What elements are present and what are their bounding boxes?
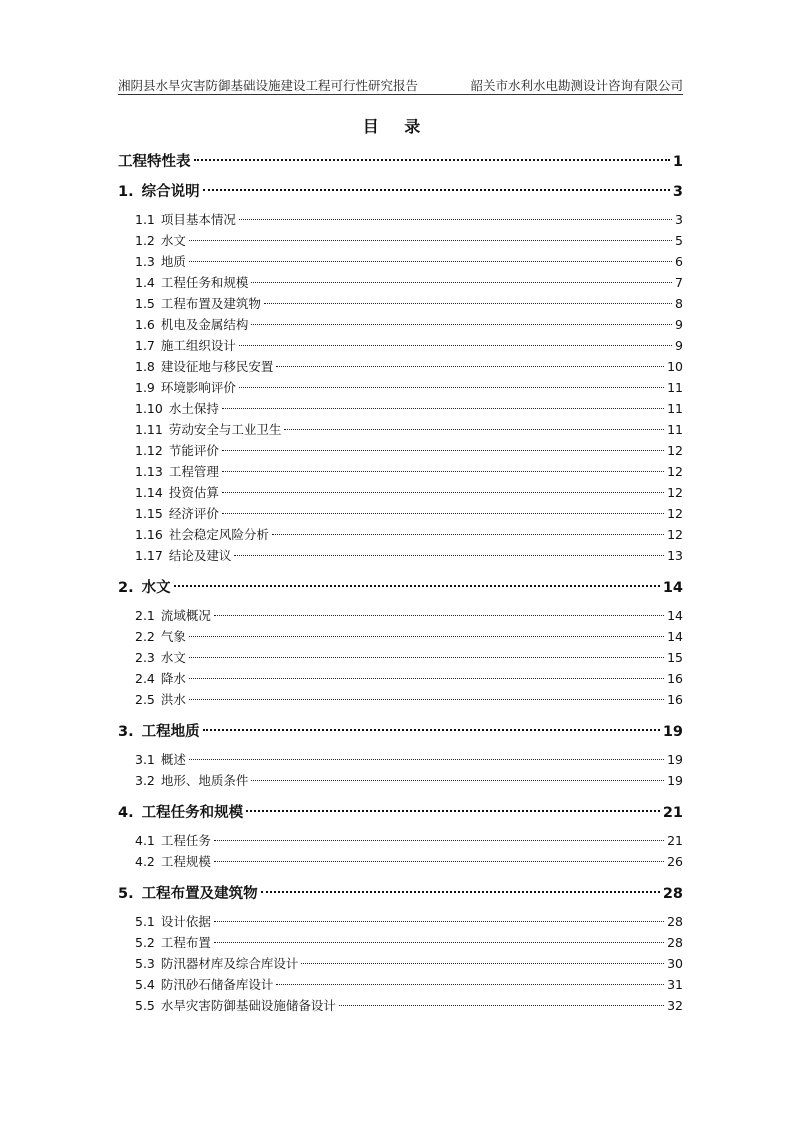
toc-entry-number: 2.4: [135, 671, 155, 686]
toc-entry-number: 1.16: [135, 527, 163, 542]
toc-section-entry[interactable]: [118, 648, 683, 666]
toc-entry-title: 工程任务: [160, 833, 211, 848]
toc-leader-dots: [276, 984, 664, 985]
toc-entry-page: 13: [667, 548, 683, 563]
toc-entry-number: 1.11: [135, 422, 163, 437]
toc-entry-page: 12: [667, 464, 683, 479]
toc-section-entry[interactable]: [118, 771, 683, 789]
toc-entry-title: 工程布置及建筑物: [160, 296, 261, 311]
toc-entry-page: 19: [662, 724, 683, 740]
toc-entry-number: 1.3: [135, 254, 155, 269]
toc-heading: 目 录: [362, 117, 431, 136]
toc-section-entry[interactable]: [118, 504, 683, 522]
toc-entry-number: 1.8: [135, 359, 155, 374]
toc-leader-dots: [251, 780, 664, 781]
toc-chapter-entry[interactable]: [118, 801, 683, 823]
toc-entry-title: 建设征地与移民安置: [160, 359, 274, 374]
toc-entry-number: 5.3: [135, 956, 155, 971]
toc-entry-page: 28: [662, 886, 683, 902]
toc-entry-title: 社会稳定风险分析: [168, 527, 269, 542]
toc-entry-number: 5.: [118, 886, 134, 902]
toc-entry-title: 项目基本情况: [160, 212, 236, 227]
toc-entry-number: 5.5: [135, 998, 155, 1013]
toc-leader-dots: [189, 261, 672, 262]
toc-leader-dots: [189, 699, 664, 700]
toc-entry-page: 14: [662, 580, 683, 596]
toc-entry-page: 26: [667, 854, 683, 869]
toc-entry-title: 劳动安全与工业卫生: [168, 422, 282, 437]
toc-section-entry[interactable]: [118, 546, 683, 564]
toc-entry-title: 降水: [160, 671, 186, 686]
toc-entry-title: 水文: [141, 580, 171, 596]
toc-entry-number: 1.9: [135, 380, 155, 395]
toc-chapter-entry[interactable]: [118, 576, 683, 598]
toc-entry-page: 31: [667, 977, 683, 992]
toc-entry-number: 3.2: [135, 773, 155, 788]
toc-section-entry[interactable]: [118, 210, 683, 228]
toc-leader-dots: [239, 219, 672, 220]
toc-section-entry[interactable]: [118, 483, 683, 501]
toc-chapter-entry[interactable]: [118, 180, 683, 202]
toc-entry-page: 12: [667, 506, 683, 521]
toc-entry-page: 12: [667, 443, 683, 458]
toc-entry-number: 1.13: [135, 464, 163, 479]
toc-entry-number: 1.7: [135, 338, 155, 353]
toc-entry-page: 21: [662, 805, 683, 821]
toc-entry-number: 1.5: [135, 296, 155, 311]
toc-section-entry[interactable]: [118, 852, 683, 870]
toc-leader-dots: [214, 861, 664, 862]
toc-entry-page: 8: [675, 296, 683, 311]
toc-entry-title: 气象: [160, 629, 186, 644]
toc-entry-title: 工程管理: [168, 464, 219, 479]
toc-entry-title: 工程任务和规模: [160, 275, 249, 290]
toc-entry-page: 11: [667, 422, 683, 437]
toc-section-entry[interactable]: [118, 294, 683, 312]
toc-section-entry[interactable]: [118, 627, 683, 645]
toc-entry-page: 9: [675, 338, 683, 353]
toc-entry-page: 16: [667, 671, 683, 686]
toc-entry-page: 6: [675, 254, 683, 269]
toc-section-entry[interactable]: [118, 462, 683, 480]
toc-entry-page: 15: [667, 650, 683, 665]
toc-entry-page: 12: [667, 527, 683, 542]
toc-section-entry[interactable]: [118, 273, 683, 291]
toc-entry-page: 30: [667, 956, 683, 971]
toc-entry-title: 设计依据: [160, 914, 211, 929]
toc-entry-number: 4.1: [135, 833, 155, 848]
toc-entry-title: 结论及建议: [168, 548, 232, 563]
toc-entry-title: 投资估算: [168, 485, 219, 500]
toc-entry-title: 节能评价: [168, 443, 219, 458]
toc-entry-number: 1.1: [135, 212, 155, 227]
toc-leader-dots: [234, 555, 664, 556]
toc-entry-number: 1.17: [135, 548, 163, 563]
toc-leader-dots: [222, 471, 664, 472]
toc-entry-title: 工程特性表: [118, 154, 191, 170]
toc-entry-title: 水文: [160, 650, 186, 665]
toc-entry-page: 32: [667, 998, 683, 1013]
toc-entry-title: 综合说明: [141, 184, 200, 200]
toc-entry-page: 19: [667, 752, 683, 767]
toc-leader-dots: [222, 513, 664, 514]
toc-leader-dots: [264, 303, 672, 304]
toc-chapter-entry[interactable]: [118, 720, 683, 742]
toc-section-entry[interactable]: [118, 750, 683, 768]
toc-section-entry[interactable]: [118, 315, 683, 333]
toc-entry-title: 流域概况: [160, 608, 211, 623]
toc-leader-dots: [189, 657, 664, 658]
toc-section-entry[interactable]: [118, 669, 683, 687]
toc-section-entry[interactable]: [118, 933, 683, 951]
toc-leader-dots: [222, 408, 664, 409]
toc-entry-page: 3: [672, 184, 683, 200]
toc-leader-dots: [284, 429, 664, 430]
toc-entry-title: 水土保持: [168, 401, 219, 416]
toc-entry-page: 11: [667, 380, 683, 395]
toc-entry-number: 3.: [118, 724, 134, 740]
toc-entry-page: 16: [667, 692, 683, 707]
toc-entry-number: 3.1: [135, 752, 155, 767]
toc-leader-dots: [194, 159, 670, 161]
toc-leader-dots: [339, 1005, 664, 1006]
toc-leader-dots: [214, 615, 664, 616]
toc-entry-number: 1.6: [135, 317, 155, 332]
toc-entry-title: 地质: [160, 254, 186, 269]
toc-entry-page: 9: [675, 317, 683, 332]
toc-entry-page: 11: [667, 401, 683, 416]
toc-section-entry[interactable]: [118, 690, 683, 708]
toc-entry-title: 工程布置及建筑物: [141, 886, 258, 902]
toc-section-entry[interactable]: [118, 996, 683, 1014]
toc-leader-dots: [261, 891, 660, 893]
toc-entry-page: 10: [667, 359, 683, 374]
toc-leader-dots: [276, 366, 664, 367]
toc-entry-number: 1.14: [135, 485, 163, 500]
header-report-title: 湘阴县水旱灾害防御基础设施建设工程可行性研究报告: [118, 78, 419, 93]
toc-entry-title: 工程布置: [160, 935, 211, 950]
toc-section-entry[interactable]: [118, 399, 683, 417]
toc-entry-number: 1.2: [135, 233, 155, 248]
toc-leader-dots: [239, 345, 672, 346]
toc-entry-page: 12: [667, 485, 683, 500]
toc-leader-dots: [174, 585, 660, 587]
toc-leader-dots: [222, 492, 664, 493]
toc-section-entry[interactable]: [118, 975, 683, 993]
toc-leader-dots: [251, 324, 672, 325]
toc-leader-dots: [251, 282, 672, 283]
toc-leader-dots: [301, 963, 664, 964]
toc-entry-page: 19: [667, 773, 683, 788]
toc-section-entry[interactable]: [118, 420, 683, 438]
toc-leader-dots: [203, 729, 660, 731]
toc-entry-title: 防汛砂石储备库设计: [160, 977, 274, 992]
toc-entry-page: 14: [667, 608, 683, 623]
toc-entry-number: 2.5: [135, 692, 155, 707]
toc-leader-dots: [189, 759, 664, 760]
toc-entry-number: 5.2: [135, 935, 155, 950]
toc-section-entry[interactable]: [118, 525, 683, 543]
toc-entry-page: 5: [675, 233, 683, 248]
toc-entry-title: 防汛器材库及综合库设计: [160, 956, 299, 971]
toc-entry-title: 环境影响评价: [160, 380, 236, 395]
toc-entry-number: 2.1: [135, 608, 155, 623]
page-header: [118, 70, 683, 95]
toc-entry-number: 5.4: [135, 977, 155, 992]
toc-entry-number: 1.: [118, 184, 134, 200]
toc-chapter-entry[interactable]: [118, 150, 683, 172]
toc-entry-title: 水旱灾害防御基础设施储备设计: [160, 998, 336, 1013]
toc-entry-page: 28: [667, 935, 683, 950]
toc-leader-dots: [214, 921, 664, 922]
toc-leader-dots: [239, 387, 664, 388]
toc-entry-title: 经济评价: [168, 506, 219, 521]
toc-entry-page: 1: [672, 154, 683, 170]
toc-section-entry[interactable]: [118, 606, 683, 624]
toc-entry-title: 洪水: [160, 692, 186, 707]
toc-chapter-entry[interactable]: [118, 882, 683, 904]
header-company-name: 韶关市水利水电勘测设计咨询有限公司: [470, 78, 683, 93]
toc-entry-title: 工程任务和规模: [141, 805, 244, 821]
toc-leader-dots: [189, 636, 664, 637]
toc-entry-page: 21: [667, 833, 683, 848]
toc-entry-number: 4.: [118, 805, 134, 821]
toc-entry-title: 水文: [160, 233, 186, 248]
toc-entry-title: 地形、地质条件: [160, 773, 249, 788]
toc-leader-dots: [222, 450, 664, 451]
toc-entry-number: 2.2: [135, 629, 155, 644]
toc-leader-dots: [189, 678, 664, 679]
toc-leader-dots: [246, 810, 660, 812]
toc-entry-number: 2.3: [135, 650, 155, 665]
toc-section-entry[interactable]: [118, 378, 683, 396]
toc-leader-dots: [214, 840, 664, 841]
toc-section-entry[interactable]: [118, 252, 683, 270]
toc-entry-number: 1.15: [135, 506, 163, 521]
toc-section-entry[interactable]: [118, 954, 683, 972]
toc-entry-page: 7: [675, 275, 683, 290]
toc-entry-number: 5.1: [135, 914, 155, 929]
toc-section-entry[interactable]: [118, 912, 683, 930]
toc-entry-number: 1.4: [135, 275, 155, 290]
toc-leader-dots: [214, 942, 664, 943]
toc-entry-number: 4.2: [135, 854, 155, 869]
toc-entry-title: 概述: [160, 752, 186, 767]
toc-entry-title: 工程规模: [160, 854, 211, 869]
toc-entry-number: 2.: [118, 580, 134, 596]
toc-entry-page: 28: [667, 914, 683, 929]
toc-entry-page: 3: [675, 212, 683, 227]
toc-entry-title: 工程地质: [141, 724, 200, 740]
toc-leader-dots: [203, 189, 670, 191]
toc-entry-title: 施工组织设计: [160, 338, 236, 353]
toc-leader-dots: [272, 534, 664, 535]
toc-entry-number: 1.10: [135, 401, 163, 416]
toc-section-entry[interactable]: [118, 441, 683, 459]
toc-leader-dots: [189, 240, 672, 241]
toc-section-entry[interactable]: [118, 231, 683, 249]
toc-section-entry[interactable]: [118, 831, 683, 849]
toc-entry-page: 14: [667, 629, 683, 644]
toc-entry-number: 1.12: [135, 443, 163, 458]
toc-section-entry[interactable]: [118, 336, 683, 354]
toc-entry-title: 机电及金属结构: [160, 317, 249, 332]
toc-section-entry[interactable]: [118, 357, 683, 375]
